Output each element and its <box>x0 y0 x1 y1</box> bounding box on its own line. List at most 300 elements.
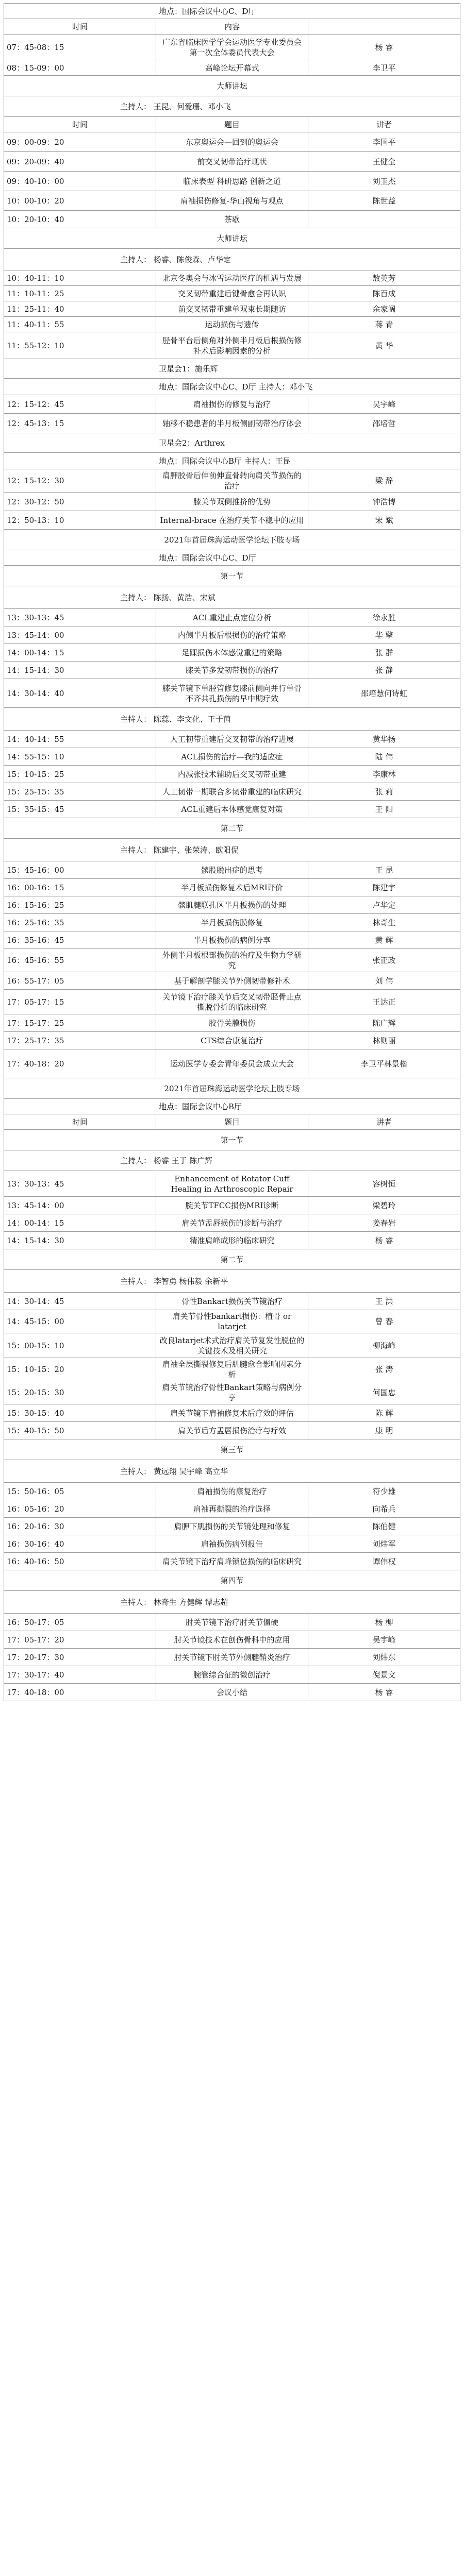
time-cell: 13：30-13：45 <box>4 1171 156 1197</box>
chairs-cell: 主持人： 杨睿、陈俊森、卢华定 <box>4 249 460 270</box>
schedule-row <box>4 896 460 914</box>
schedule-row <box>4 511 460 530</box>
title-cell: ACL重建后本体感觉康复对策 <box>156 801 308 818</box>
speaker-cell: 陈 辉 <box>308 1404 460 1422</box>
time-cell: 17：40-18：00 <box>4 1684 156 1701</box>
speaker-cell: 陆 伟 <box>308 748 460 766</box>
section-title-cell: 第二节 <box>4 1249 460 1270</box>
chairs-row <box>4 1150 460 1171</box>
time-cell: 14：30-14：45 <box>4 1293 156 1310</box>
schedule-row <box>4 1649 460 1666</box>
venue-cell: 地点：国际会议中心C、D厅 主持人：邓小飞 <box>4 379 460 395</box>
schedule-row <box>4 1631 460 1649</box>
venue-cell: 地点：国际会议中心B厅 主持人：王昆 <box>4 453 460 469</box>
speaker-cell: 梁碧玲 <box>308 1197 460 1214</box>
speaker-cell: 刘炜东 <box>308 1649 460 1666</box>
title-cell: CTS综合康复治疗 <box>156 1032 308 1049</box>
schedule-row <box>4 626 460 644</box>
title-cell: 高峰论坛开幕式 <box>156 60 308 76</box>
time-cell: 11：25-11：40 <box>4 301 156 317</box>
title-cell: 内减张技术辅助后交叉韧带重建 <box>156 766 308 783</box>
section-title-row <box>4 566 460 586</box>
time-cell: 16：55-17：05 <box>4 972 156 990</box>
time-cell: 时间 <box>4 19 156 35</box>
title-cell: 前交叉韧带重建单双束长期随访 <box>156 301 308 317</box>
speaker-cell: 余家阔 <box>308 301 460 317</box>
title-cell: 运动医学专委会青年委员会成立大会 <box>156 1049 308 1078</box>
speaker-cell: 杨 睿 <box>308 35 460 60</box>
time-cell: 13：45-14：00 <box>4 626 156 644</box>
title-cell: 人工韧带重建后交叉韧带的治疗进展 <box>156 731 308 748</box>
schedule-row <box>4 914 460 931</box>
speaker-cell: 王健全 <box>308 152 460 172</box>
chairs-row <box>4 1591 460 1614</box>
schedule-row <box>4 644 460 662</box>
speaker-cell: 讲者 <box>308 1114 460 1130</box>
time-cell: 12：15-12：30 <box>4 469 156 493</box>
title-cell: 肩袖损伤的修复与治疗 <box>156 395 308 414</box>
schedule-row <box>4 152 460 172</box>
chairs-cell: 主持人： 杨睿 王于 陈广辉 <box>4 1150 460 1171</box>
time-cell: 17：20-17：30 <box>4 1649 156 1666</box>
time-cell: 15：10-15：25 <box>4 766 156 783</box>
title-cell: 基于解剖学膝关节外侧韧带修补术 <box>156 972 308 990</box>
speaker-cell: 向希兵 <box>308 1500 460 1518</box>
speaker-cell: 黄 华 <box>308 332 460 359</box>
schedule-row <box>4 1197 460 1214</box>
speaker-cell: 张正政 <box>308 949 460 972</box>
title-cell: 肩袖损伤修复-华山视角与观点 <box>156 191 308 211</box>
chairs-row <box>4 433 460 453</box>
time-cell: 14：30-14：40 <box>4 679 156 708</box>
schedule-row <box>4 332 460 359</box>
section-title-row <box>4 1249 460 1270</box>
speaker-cell: 敖英芳 <box>308 270 460 286</box>
venue-row <box>4 379 460 395</box>
schedule-row <box>4 1358 460 1381</box>
title-cell: 腕管综合征的微创治疗 <box>156 1666 308 1684</box>
title-cell: Internal-brace 在治疗关节不稳中的应用 <box>156 511 308 530</box>
venue-row <box>4 453 460 469</box>
time-cell: 13：30-13：45 <box>4 609 156 626</box>
venue-cell: 地点：国际会议中心C、D厅 <box>4 550 460 566</box>
time-cell: 14：00-14：15 <box>4 644 156 662</box>
title-cell: Enhancement of Rotator Cuff Healing in Arthroscopic Repair <box>156 1171 308 1197</box>
schedule-document <box>4 3 460 1701</box>
schedule-row <box>4 1500 460 1518</box>
time-cell: 15：30-15：40 <box>4 1404 156 1422</box>
title-cell: 运动损伤与遗传 <box>156 317 308 332</box>
title-cell: 膝关节双侧推挤的优势 <box>156 493 308 511</box>
schedule-row <box>4 172 460 191</box>
speaker-cell: 吴宇峰 <box>308 1631 460 1649</box>
title-cell: 内侧半月板后根损伤的治疗策略 <box>156 626 308 644</box>
schedule-row <box>4 317 460 332</box>
speaker-cell: 王 洪 <box>308 1293 460 1310</box>
schedule-row <box>4 1014 460 1032</box>
speaker-cell: 刘玉杰 <box>308 172 460 191</box>
schedule-row <box>4 132 460 152</box>
schedule-row <box>4 1535 460 1553</box>
section-title-cell: 第三节 <box>4 1439 460 1460</box>
schedule-row <box>4 931 460 949</box>
title-cell: 肩关节镜下肩袖修复术后疗效的评估 <box>156 1404 308 1422</box>
time-cell: 08：15-09：00 <box>4 60 156 76</box>
chairs-cell: 主持人： 陈扬、黄浩、宋斌 <box>4 586 460 609</box>
schedule-row <box>4 662 460 679</box>
schedule-row <box>4 783 460 801</box>
speaker-cell: 张 涛 <box>308 1358 460 1381</box>
title-cell: 题目 <box>156 1114 308 1130</box>
schedule-row <box>4 801 460 818</box>
speaker-cell: 曾 春 <box>308 1310 460 1333</box>
speaker-cell: 徐永胜 <box>308 609 460 626</box>
title-cell: 前交叉韧带治疗现状 <box>156 152 308 172</box>
schedule-row <box>4 879 460 896</box>
schedule-row <box>4 493 460 511</box>
speaker-cell: 邵培哲 <box>308 414 460 433</box>
time-cell: 14：15-14：30 <box>4 1232 156 1249</box>
section-title-row <box>4 228 460 249</box>
venue-row <box>4 550 460 566</box>
speaker-cell: 李卫平林景楷 <box>308 1049 460 1078</box>
time-cell: 14：15-14：30 <box>4 662 156 679</box>
schedule-row <box>4 35 460 60</box>
venue-row <box>4 4 460 19</box>
speaker-cell: 何国忠 <box>308 1381 460 1404</box>
chairs-row <box>4 96 460 117</box>
title-cell: 肩关节镜治疗骨性Bankart策略与病例分享 <box>156 1381 308 1404</box>
chairs-cell: 卫星会1：施乐辉 <box>4 359 460 379</box>
title-cell: 肩胛下肌损伤的关节镜处理和修复 <box>156 1518 308 1535</box>
schedule-row <box>4 1404 460 1422</box>
speaker-cell <box>308 19 460 35</box>
chairs-cell: 主持人： 李智勇 杨伟毅 余新平 <box>4 1270 460 1293</box>
section-title-row <box>4 76 460 96</box>
title-cell: 髌肌腱联孔区半月板损伤的处理 <box>156 896 308 914</box>
schedule-row <box>4 766 460 783</box>
speaker-cell: 蒋 青 <box>308 317 460 332</box>
section-title-cell: 第四节 <box>4 1570 460 1591</box>
title-cell: 肘关节镜技术在创伤骨科中的应用 <box>156 1631 308 1649</box>
time-cell: 15：50-16：05 <box>4 1483 156 1500</box>
speaker-cell: 康 明 <box>308 1422 460 1439</box>
venue-row <box>4 1099 460 1114</box>
time-cell: 17：05-17：20 <box>4 1631 156 1649</box>
venue-cell: 地点：国际会议中心C、D厅 <box>4 4 460 19</box>
time-cell: 17：05-17：15 <box>4 990 156 1014</box>
time-cell: 13：45-14：00 <box>4 1197 156 1214</box>
speaker-cell: 杨 睿 <box>308 1684 460 1701</box>
title-cell: 肩袖全层撕裂修复后肌腱愈合影响因素分析 <box>156 1358 308 1381</box>
schedule-table <box>4 3 460 1701</box>
time-cell: 10：40-11：10 <box>4 270 156 286</box>
time-cell: 12：15-12：45 <box>4 395 156 414</box>
title-cell: 广东省临床医学学会运动医学专业委员会第一次全体委员代表大会 <box>156 35 308 60</box>
time-cell: 15：00-15：10 <box>4 1333 156 1358</box>
time-cell: 10：00-10：20 <box>4 191 156 211</box>
schedule-row <box>4 286 460 301</box>
time-cell: 11：10-11：25 <box>4 286 156 301</box>
time-cell: 16：35-16：45 <box>4 931 156 949</box>
session-title-cell: 2021年首届珠海运动医学论坛下肢专场 <box>4 530 460 550</box>
section-title-cell: 大师讲坛 <box>4 228 460 249</box>
schedule-row <box>4 414 460 433</box>
title-cell: 肩关节后方盂唇损伤治疗与疗效 <box>156 1422 308 1439</box>
session-title-row <box>4 530 460 550</box>
speaker-cell: 卢华定 <box>308 896 460 914</box>
chairs-cell: 主持人： 王昆、何爱珊、邓小飞 <box>4 96 460 117</box>
schedule-row <box>4 1381 460 1404</box>
section-title-row <box>4 1439 460 1460</box>
schedule-row <box>4 301 460 317</box>
schedule-row <box>4 609 460 626</box>
speaker-cell: 陈百成 <box>308 286 460 301</box>
time-cell: 09：40-10：00 <box>4 172 156 191</box>
schedule-row <box>4 211 460 228</box>
speaker-cell: 陈建宇 <box>308 879 460 896</box>
speaker-cell: 华 擎 <box>308 626 460 644</box>
title-cell: 茶歇 <box>156 211 308 228</box>
chairs-row <box>4 839 460 861</box>
speaker-cell: 杨 睿 <box>308 1232 460 1249</box>
time-cell: 16：05-16：20 <box>4 1500 156 1518</box>
title-cell: 肩关节镜下治疗肩峰锁位损伤的临床研究 <box>156 1553 308 1570</box>
speaker-cell: 李卫平 <box>308 60 460 76</box>
title-cell: 交叉韧带重建后键骨愈合再认识 <box>156 286 308 301</box>
speaker-cell: 王 阳 <box>308 801 460 818</box>
title-cell: 半月板损伤膜修复 <box>156 914 308 931</box>
speaker-cell: 钟浩博 <box>308 493 460 511</box>
session-title-row <box>4 1078 460 1099</box>
column-header-row <box>4 19 460 35</box>
schedule-row <box>4 1214 460 1232</box>
schedule-row <box>4 469 460 493</box>
speaker-cell: 陈伯健 <box>308 1518 460 1535</box>
schedule-row <box>4 1333 460 1358</box>
title-cell: 肩胛胶骨后伸前伸直骨转向肩关节损伤的治疗 <box>156 469 308 493</box>
schedule-row <box>4 1483 460 1500</box>
chairs-cell: 主持人： 陈蕊、李文化、王于茵 <box>4 708 460 731</box>
section-title-cell: 第一节 <box>4 1130 460 1150</box>
time-cell: 16：50-17：05 <box>4 1614 156 1631</box>
schedule-row <box>4 1049 460 1078</box>
title-cell: 临床表型 科研思路 创新之道 <box>156 172 308 191</box>
time-cell: 07：45-08：15 <box>4 35 156 60</box>
title-cell: 关节镜下治疗膝关节后交叉韧带胫骨止点撕脱骨折的临床研究 <box>156 990 308 1014</box>
speaker-cell: 李康林 <box>308 766 460 783</box>
schedule-row <box>4 949 460 972</box>
speaker-cell: 讲者 <box>308 117 460 132</box>
speaker-cell: 宋 斌 <box>308 511 460 530</box>
time-cell: 15：40-15：50 <box>4 1422 156 1439</box>
schedule-row <box>4 1614 460 1631</box>
schedule-row <box>4 270 460 286</box>
schedule-row <box>4 1293 460 1310</box>
speaker-cell: 张 群 <box>308 644 460 662</box>
title-cell: 胶骨关膜损伤 <box>156 1014 308 1032</box>
time-cell: 17：30-17：40 <box>4 1666 156 1684</box>
speaker-cell: 李国平 <box>308 132 460 152</box>
time-cell: 12：50-13：10 <box>4 511 156 530</box>
schedule-row <box>4 748 460 766</box>
time-cell: 15：25-15：35 <box>4 783 156 801</box>
title-cell: 北京冬奥会与冰雪运动医疗的机遇与发展 <box>156 270 308 286</box>
speaker-cell: 谭伟权 <box>308 1553 460 1570</box>
speaker-cell: 倪景文 <box>308 1666 460 1684</box>
title-cell: 肩袖损伤病例报告 <box>156 1535 308 1553</box>
time-cell: 时间 <box>4 117 156 132</box>
time-cell: 15：10-15：20 <box>4 1358 156 1381</box>
title-cell: 肘关节镜下治疗肘关节僵硬 <box>156 1614 308 1631</box>
time-cell: 17：40-18：20 <box>4 1049 156 1078</box>
time-cell: 14：55-15：10 <box>4 748 156 766</box>
title-cell: 题目 <box>156 117 308 132</box>
time-cell: 16：45-16：55 <box>4 949 156 972</box>
time-cell: 16：00-16：15 <box>4 879 156 896</box>
chairs-row <box>4 708 460 731</box>
time-cell: 15：45-16：00 <box>4 861 156 879</box>
title-cell: 改良latarjet术式治疗肩关节复发性脱位的关键技术及相关研究 <box>156 1333 308 1358</box>
speaker-cell: 黄 辉 <box>308 931 460 949</box>
time-cell: 16：20-16：30 <box>4 1518 156 1535</box>
speaker-cell: 王 昆 <box>308 861 460 879</box>
time-cell: 时间 <box>4 1114 156 1130</box>
schedule-row <box>4 1422 460 1439</box>
title-cell: 胫骨平台后侧角对外侧半月板后根损伤修补术后影响因素的分析 <box>156 332 308 359</box>
session-title-cell: 2021年首届珠海运动医学论坛上肢专场 <box>4 1078 460 1099</box>
title-cell: 膝关节镜下单胫管修复膝前侧向并行单骨不齐共孔损伤的早中期疗效 <box>156 679 308 708</box>
time-cell: 10：20-10：40 <box>4 211 156 228</box>
speaker-cell: 林则丽 <box>308 1032 460 1049</box>
schedule-row <box>4 1518 460 1535</box>
title-cell: 肩袖损伤的康复治疗 <box>156 1483 308 1500</box>
chairs-row <box>4 359 460 379</box>
column-header-row <box>4 1114 460 1130</box>
schedule-row <box>4 1666 460 1684</box>
schedule-body <box>4 4 460 1701</box>
section-title-row <box>4 1130 460 1150</box>
chairs-row <box>4 1460 460 1483</box>
speaker-cell: 柳海峰 <box>308 1333 460 1358</box>
speaker-cell: 张 莉 <box>308 783 460 801</box>
time-cell: 15：35-15：45 <box>4 801 156 818</box>
section-title-cell: 大师讲坛 <box>4 76 460 96</box>
time-cell: 15：20-15：30 <box>4 1381 156 1404</box>
title-cell: 人工韧带一期联合多韧带重建的临床研究 <box>156 783 308 801</box>
schedule-row <box>4 1032 460 1049</box>
chairs-row <box>4 249 460 270</box>
title-cell: 轴移不稳患者的半月板侧副韧带治疗体会 <box>156 414 308 433</box>
schedule-row <box>4 1684 460 1701</box>
title-cell: 半月板损伤修复术后MRI评价 <box>156 879 308 896</box>
time-cell: 16：40-16：50 <box>4 1553 156 1570</box>
schedule-row <box>4 679 460 708</box>
title-cell: 足踝损伤本体感觉重建的策略 <box>156 644 308 662</box>
time-cell: 16：30-16：40 <box>4 1535 156 1553</box>
chairs-row <box>4 586 460 609</box>
chairs-row <box>4 1270 460 1293</box>
speaker-cell: 邵培慧何诗虹 <box>308 679 460 708</box>
schedule-row <box>4 972 460 990</box>
time-cell: 16：25-16：35 <box>4 914 156 931</box>
title-cell: 东京奥运会—回到的奥运会 <box>156 132 308 152</box>
title-cell: 肩关节盂唇损伤的诊断与治疗 <box>156 1214 308 1232</box>
time-cell: 17：15-17：25 <box>4 1014 156 1032</box>
title-cell: 内容 <box>156 19 308 35</box>
speaker-cell: 张 静 <box>308 662 460 679</box>
title-cell: 腕关节TFCC损伤MRI诊断 <box>156 1197 308 1214</box>
title-cell: 肩袖再撕裂的治疗选择 <box>156 1500 308 1518</box>
speaker-cell: 姜春岩 <box>308 1214 460 1232</box>
chairs-cell: 主持人： 黄远翔 吴宇峰 高立华 <box>4 1460 460 1483</box>
title-cell: 肘关节镜下肘关节外侧腱鞘炎治疗 <box>156 1649 308 1666</box>
speaker-cell: 黄华扬 <box>308 731 460 748</box>
time-cell: 09：00-09：20 <box>4 132 156 152</box>
schedule-row <box>4 1171 460 1197</box>
time-cell: 16：15-16：25 <box>4 896 156 914</box>
section-title-row <box>4 818 460 839</box>
title-cell: 髌股脱出症的思考 <box>156 861 308 879</box>
time-cell: 14：45-15：00 <box>4 1310 156 1333</box>
schedule-row <box>4 395 460 414</box>
speaker-cell: 刘 伟 <box>308 972 460 990</box>
time-cell: 14：40-14：55 <box>4 731 156 748</box>
title-cell: 骨性Bankart损伤关节镜治疗 <box>156 1293 308 1310</box>
title-cell: 精准肩峰成形的临床研究 <box>156 1232 308 1249</box>
section-title-cell: 第二节 <box>4 818 460 839</box>
speaker-cell <box>308 211 460 228</box>
schedule-row <box>4 861 460 879</box>
speaker-cell: 林奇生 <box>308 914 460 931</box>
schedule-row <box>4 1310 460 1333</box>
speaker-cell: 王达正 <box>308 990 460 1014</box>
title-cell: 半月板损伤的病例分享 <box>156 931 308 949</box>
time-cell: 12：45-13：15 <box>4 414 156 433</box>
section-title-cell: 第一节 <box>4 566 460 586</box>
time-cell: 09：20-09：40 <box>4 152 156 172</box>
title-cell: 外侧半月板根部损伤的治疗及生物力学研究 <box>156 949 308 972</box>
time-cell: 11：40-11：55 <box>4 317 156 332</box>
chairs-cell: 主持人： 林奇生 方健辉 谭志超 <box>4 1591 460 1614</box>
speaker-cell: 符少雄 <box>308 1483 460 1500</box>
schedule-row <box>4 731 460 748</box>
speaker-cell: 陈世益 <box>308 191 460 211</box>
speaker-cell: 陈广辉 <box>308 1014 460 1032</box>
schedule-row <box>4 60 460 76</box>
title-cell: 肩关节骨性bankart损伤：植骨 or latarjet <box>156 1310 308 1333</box>
title-cell: ACL重建止点定位分析 <box>156 609 308 626</box>
section-title-row <box>4 1570 460 1591</box>
speaker-cell: 杨 柳 <box>308 1614 460 1631</box>
speaker-cell: 刘炜军 <box>308 1535 460 1553</box>
title-cell: 会议小结 <box>156 1684 308 1701</box>
speaker-cell: 梁 辞 <box>308 469 460 493</box>
schedule-row <box>4 990 460 1014</box>
schedule-row <box>4 1232 460 1249</box>
schedule-row <box>4 1553 460 1570</box>
time-cell: 11：55-12：10 <box>4 332 156 359</box>
venue-cell: 地点：国际会议中心B厅 <box>4 1099 460 1114</box>
title-cell: 膝关节多发韧带损伤的治疗 <box>156 662 308 679</box>
time-cell: 17：25-17：35 <box>4 1032 156 1049</box>
time-cell: 14：00-14：15 <box>4 1214 156 1232</box>
column-header-row <box>4 117 460 132</box>
schedule-row <box>4 191 460 211</box>
speaker-cell: 吴宇峰 <box>308 395 460 414</box>
chairs-cell: 卫星会2：Arthrex <box>4 433 460 453</box>
title-cell: ACL损伤的治疗—我的适应症 <box>156 748 308 766</box>
